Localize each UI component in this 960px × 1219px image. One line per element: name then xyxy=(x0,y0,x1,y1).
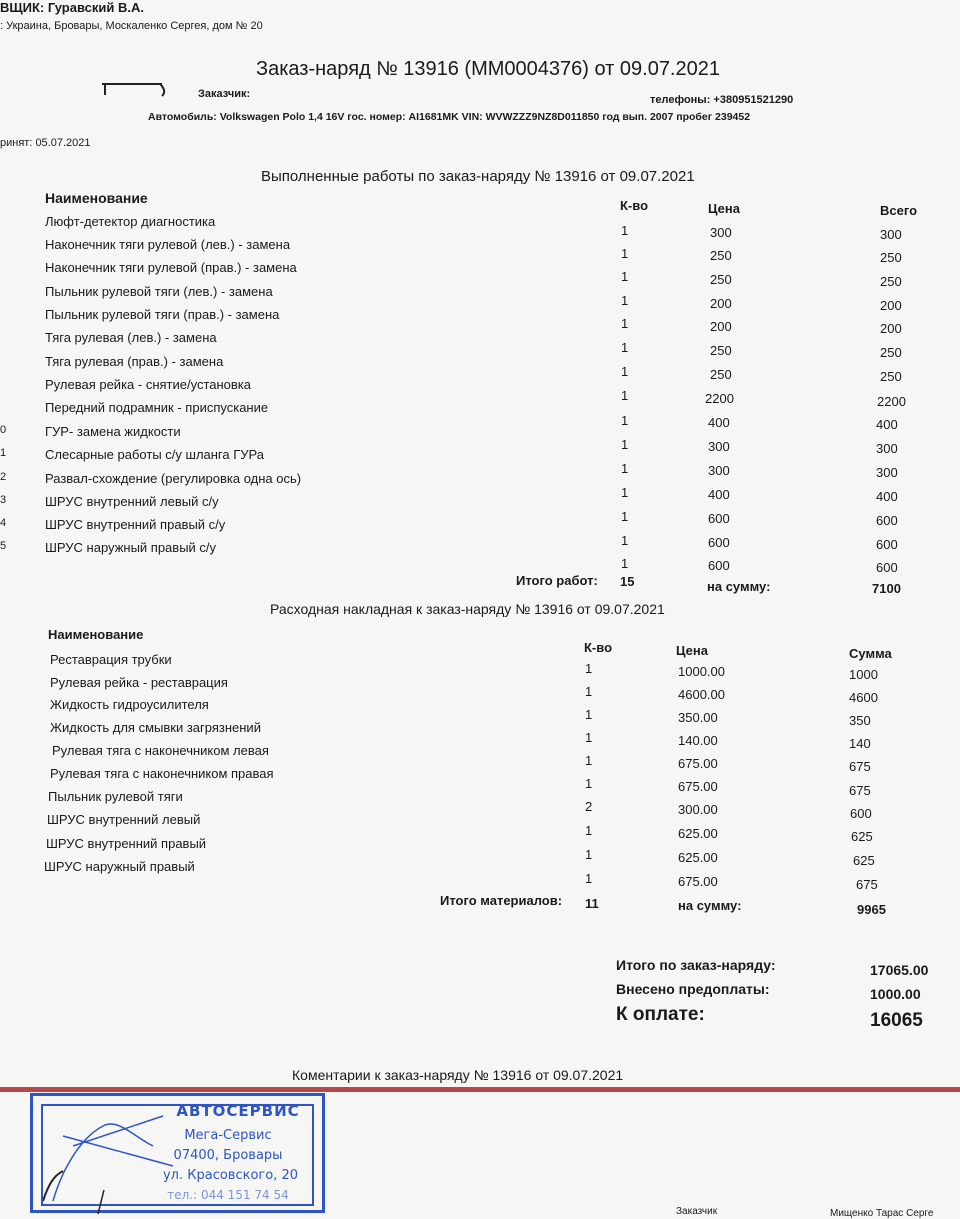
works-row-qty: 1 xyxy=(621,509,629,524)
works-row-qty: 1 xyxy=(621,293,629,308)
works-row-qty: 1 xyxy=(621,316,629,331)
materials-row-sum: 625 xyxy=(853,853,875,868)
materials-row-qty: 1 xyxy=(585,684,593,699)
works-row-name: ШРУС внутренний правый с/у xyxy=(45,517,226,532)
margin-row-number: 5 xyxy=(0,540,7,552)
works-row-total: 300 xyxy=(880,227,902,242)
works-row-qty: 1 xyxy=(621,388,629,403)
works-row-qty: 1 xyxy=(621,437,629,452)
works-row-total: 200 xyxy=(880,321,902,336)
materials-total-qty: 11 xyxy=(585,896,599,911)
works-row-price: 250 xyxy=(710,272,732,287)
materials-row-qty: 1 xyxy=(585,707,593,722)
works-sum-label: на сумму: xyxy=(707,579,771,594)
materials-row-qty: 1 xyxy=(585,776,593,791)
materials-row-price: 4600.00 xyxy=(678,687,725,702)
margin-row-number: 0 xyxy=(0,424,7,436)
works-row-total: 300 xyxy=(876,441,898,456)
works-row-total: 2200 xyxy=(877,394,906,409)
works-row-qty: 1 xyxy=(621,340,629,355)
materials-row-sum: 140 xyxy=(849,736,871,751)
company-stamp xyxy=(30,1093,325,1213)
works-row-price: 300 xyxy=(708,463,730,478)
works-row-qty: 1 xyxy=(621,556,629,571)
document-title: Заказ-наряд № 13916 (MM0004376) от 09.07.2021 xyxy=(256,58,720,80)
stamp-line-street: ул. Красовского, 20 xyxy=(162,1168,299,1183)
materials-row-name: ШРУС внутренний правый xyxy=(46,836,207,851)
works-row-name: Развал-схождение (регулировка одна ось) xyxy=(45,471,302,486)
materials-row-sum: 625 xyxy=(851,829,873,844)
materials-row-price: 140.00 xyxy=(678,733,718,748)
materials-row-name: Реставрация трубки xyxy=(50,652,172,667)
prepaid-label: Внесено предоплаты: xyxy=(616,981,770,997)
comments-title: Коментарии к заказ-наряду № 13916 от 09.07.2021 xyxy=(292,1067,624,1083)
margin-row-number: 1 xyxy=(0,447,7,459)
works-row-qty: 1 xyxy=(621,223,629,238)
issuer-address: : Украина, Бровары, Москаленко Сергея, дом № 20 xyxy=(0,20,263,32)
works-row-total: 200 xyxy=(880,298,902,313)
materials-row-name: Рулевая рейка - реставрация xyxy=(50,675,228,690)
order-total-label: Итого по заказ-наряду: xyxy=(616,957,776,973)
works-row-price: 200 xyxy=(710,296,732,311)
works-sum-value: 7100 xyxy=(872,581,901,596)
works-row-name: Наконечник тяги рулевой (лев.) - замена xyxy=(45,237,291,252)
materials-sum-label: на сумму: xyxy=(678,898,742,913)
works-col-name: Наименование xyxy=(45,190,148,206)
footer-master-name: Мищенко Тарас Серге xyxy=(830,1208,934,1219)
works-row-price: 600 xyxy=(708,535,730,550)
footer-customer-label: Заказчик xyxy=(676,1206,718,1217)
works-row-name: Тяга рулевая (прав.) - замена xyxy=(45,354,224,369)
works-row-price: 600 xyxy=(708,511,730,526)
materials-row-qty: 1 xyxy=(585,661,593,676)
works-row-price: 250 xyxy=(710,343,732,358)
materials-row-sum: 4600 xyxy=(849,690,878,705)
materials-row-name: Рулевая тяга с наконечником левая xyxy=(52,743,269,758)
works-row-total: 600 xyxy=(876,537,898,552)
works-row-total: 600 xyxy=(876,560,898,575)
materials-row-name: Жидкость для смывки загрязнений xyxy=(50,720,261,735)
materials-row-price: 675.00 xyxy=(678,874,718,889)
materials-row-price: 675.00 xyxy=(678,756,718,771)
works-row-total: 600 xyxy=(876,513,898,528)
stamp-line-company: Мега-Сервис xyxy=(184,1128,272,1143)
works-row-total: 250 xyxy=(880,345,902,360)
works-row-price: 600 xyxy=(708,558,730,573)
prepaid-value: 1000.00 xyxy=(870,986,921,1002)
materials-row-qty: 1 xyxy=(585,823,593,838)
works-row-price: 400 xyxy=(708,415,730,430)
signature-stroke xyxy=(92,1190,112,1215)
materials-row-qty: 1 xyxy=(585,847,593,862)
divider-line xyxy=(0,1087,960,1092)
works-row-total: 250 xyxy=(880,250,902,265)
customer-label: Заказчик: xyxy=(198,88,251,100)
works-row-name: ШРУС наружный правый с/у xyxy=(45,540,217,555)
materials-row-sum: 350 xyxy=(849,713,871,728)
works-row-name: ГУР- замена жидкости xyxy=(45,424,181,439)
materials-row-name: ШРУС внутренний левый xyxy=(47,812,201,827)
works-row-total: 300 xyxy=(876,465,898,480)
works-row-total: 400 xyxy=(876,417,898,432)
customer-phones: телефоны: +380951521290 xyxy=(650,94,794,106)
issuer-name: ВЩИК: Гуравский В.А. xyxy=(0,0,144,15)
materials-row-qty: 2 xyxy=(585,799,593,814)
materials-row-sum: 1000 xyxy=(849,667,878,682)
works-row-name: Тяга рулевая (лев.) - замена xyxy=(45,330,217,345)
materials-row-price: 675.00 xyxy=(678,779,718,794)
materials-row-price: 300.00 xyxy=(678,802,718,817)
works-col-qty: К-во xyxy=(620,198,649,213)
works-row-name: ШРУС внутренний левый с/у xyxy=(45,494,219,509)
materials-row-qty: 1 xyxy=(585,753,593,768)
works-row-price: 300 xyxy=(710,225,732,240)
materials-row-sum: 600 xyxy=(850,806,872,821)
stamp-line-title: АВТОСЕРВИС xyxy=(176,1102,300,1120)
works-row-total: 250 xyxy=(880,369,902,384)
works-row-price: 2200 xyxy=(705,391,734,406)
materials-row-price: 625.00 xyxy=(678,850,718,865)
materials-row-sum: 675 xyxy=(856,877,878,892)
stamp-line-city: 07400, Бровары xyxy=(173,1148,283,1163)
works-row-name: Наконечник тяги рулевой (прав.) - замена xyxy=(45,260,297,275)
works-row-price: 400 xyxy=(708,487,730,502)
works-row-qty: 1 xyxy=(621,533,629,548)
materials-total-label: Итого материалов: xyxy=(440,893,563,908)
vehicle-info: Автомобиль: Volkswagen Polo 1,4 16V гос. номер: AI1681MK VIN: WVWZZZ9NZ8D011850 год вып. 2007 пробег 239452 xyxy=(148,111,751,123)
materials-row-name: ШРУС наружный правый xyxy=(44,859,195,874)
materials-section-title: Расходная накладная к заказ-наряду № 13916 от 09.07.2021 xyxy=(270,601,665,617)
works-row-qty: 1 xyxy=(621,485,629,500)
materials-row-price: 350.00 xyxy=(678,710,718,725)
works-row-total: 250 xyxy=(880,274,902,289)
works-col-price: Цена xyxy=(708,201,740,216)
materials-row-sum: 675 xyxy=(849,783,871,798)
to-pay-value: 16065 xyxy=(870,1010,923,1031)
materials-row-price: 625.00 xyxy=(678,826,718,841)
signature-mark xyxy=(100,82,170,98)
works-row-name: Пыльник рулевой тяги (прав.) - замена xyxy=(45,307,280,322)
works-row-name: Пыльник рулевой тяги (лев.) - замена xyxy=(45,284,273,299)
works-row-name: Люфт-детектор диагностика xyxy=(45,214,216,229)
materials-col-price: Цена xyxy=(676,643,708,658)
order-total-value: 17065.00 xyxy=(870,962,929,978)
margin-row-number: 4 xyxy=(0,517,7,529)
materials-sum-value: 9965 xyxy=(857,902,886,917)
works-row-name: Рулевая рейка - снятие/установка xyxy=(45,377,252,392)
materials-row-name: Рулевая тяга с наконечником правая xyxy=(50,766,274,781)
works-row-price: 250 xyxy=(710,367,732,382)
materials-row-qty: 1 xyxy=(585,871,593,886)
works-row-qty: 1 xyxy=(621,364,629,379)
stamp-line-phone: тел.: 044 151 74 54 xyxy=(167,1188,289,1202)
materials-row-price: 1000.00 xyxy=(678,664,725,679)
works-total-qty: 15 xyxy=(620,574,635,589)
margin-row-number: 2 xyxy=(0,471,7,483)
materials-row-name: Пыльник рулевой тяги xyxy=(48,789,183,804)
works-total-label: Итого работ: xyxy=(516,573,598,588)
materials-row-qty: 1 xyxy=(585,730,593,745)
works-row-qty: 1 xyxy=(621,461,629,476)
works-row-price: 200 xyxy=(710,319,732,334)
to-pay-label: К оплате: xyxy=(616,1004,705,1025)
materials-col-name: Наименование xyxy=(48,627,144,642)
works-row-price: 300 xyxy=(708,439,730,454)
works-col-total: Всего xyxy=(880,203,918,218)
works-row-total: 400 xyxy=(876,489,898,504)
works-row-qty: 1 xyxy=(621,246,629,261)
materials-col-qty: К-во xyxy=(584,640,613,655)
works-row-name: Слесарные работы с/у шланга ГУРа xyxy=(45,447,265,462)
margin-row-number: 3 xyxy=(0,494,7,506)
materials-col-sum: Сумма xyxy=(849,646,892,661)
works-row-price: 250 xyxy=(710,248,732,263)
accepted-date: ринят: 05.07.2021 xyxy=(0,137,91,149)
works-row-name: Передний подрамник - приспускание xyxy=(45,400,269,415)
materials-row-sum: 675 xyxy=(849,759,871,774)
works-row-qty: 1 xyxy=(621,413,629,428)
works-section-title: Выполненные работы по заказ-наряду № 13916 от 09.07.2021 xyxy=(261,168,695,185)
works-row-qty: 1 xyxy=(621,269,629,284)
materials-row-name: Жидкость гидроусилителя xyxy=(50,697,209,712)
